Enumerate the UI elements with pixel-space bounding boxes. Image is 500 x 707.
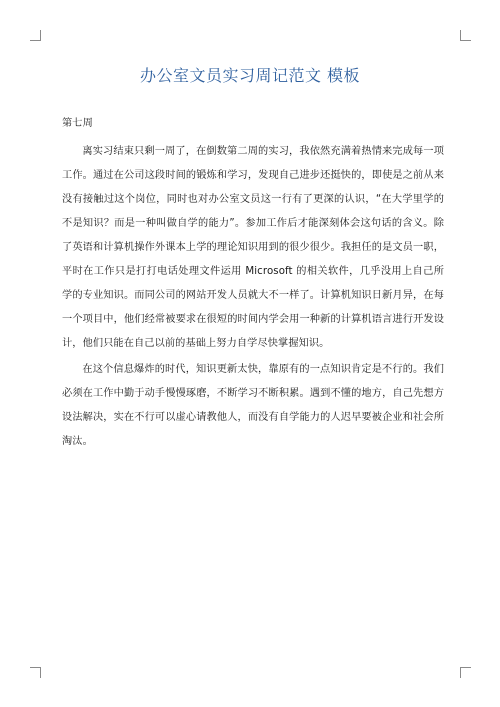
crop-mark-bottom-left xyxy=(30,667,41,678)
crop-mark-top-right xyxy=(460,30,471,41)
paragraph-1: 离实习结束只剩一周了，在倒数第二周的实习，我依然充满着热情来完成每一项工作。通过在公司这段时间的锻炼和学习，发现自己进步还挺快的，即使是之前从来没有接触过这个岗位，同时也对办公室文员这一行有了更深的认识，“在大学里学的不是知识？而是一种叫做自学的能力”。参加工作后才能深刻体会这句话的含义。除了英语和计算机操作外课本上学的理论知识用到的很少很少。我担任的是文员一职，平时在工作只是打打电话处理文件运用 Microsoft 的相关软件，几乎没用上自己所学的专业知识。而同公司的网站开发人员就大不一样了。计算机知识日新月异，在每一个项目中，他们经常被要求在很短的时间内学会用一种新的计算机语言进行开发设计，他们只能在自己以前的基础上努力自学尽快掌握知识。 xyxy=(62,146,444,349)
document-title: 办公室文员实习周记范文 模板 xyxy=(139,66,361,85)
paragraph-2: 在这个信息爆炸的时代，知识更新太快，靠原有的一点知识肯定是不行的。我们必须在工作中勤于动手慢慢琢磨，不断学习不断积累。遇到不懂的地方，自己先想方设法解决，实在不行可以虚心请教他人，而没有自学能力的人迟早要被企业和社会所淘汰。 xyxy=(62,364,444,447)
crop-mark-top-left xyxy=(30,30,41,41)
document-body xyxy=(62,112,444,454)
crop-mark-bottom-right xyxy=(460,667,471,678)
week-label: 第七周 xyxy=(62,118,93,129)
